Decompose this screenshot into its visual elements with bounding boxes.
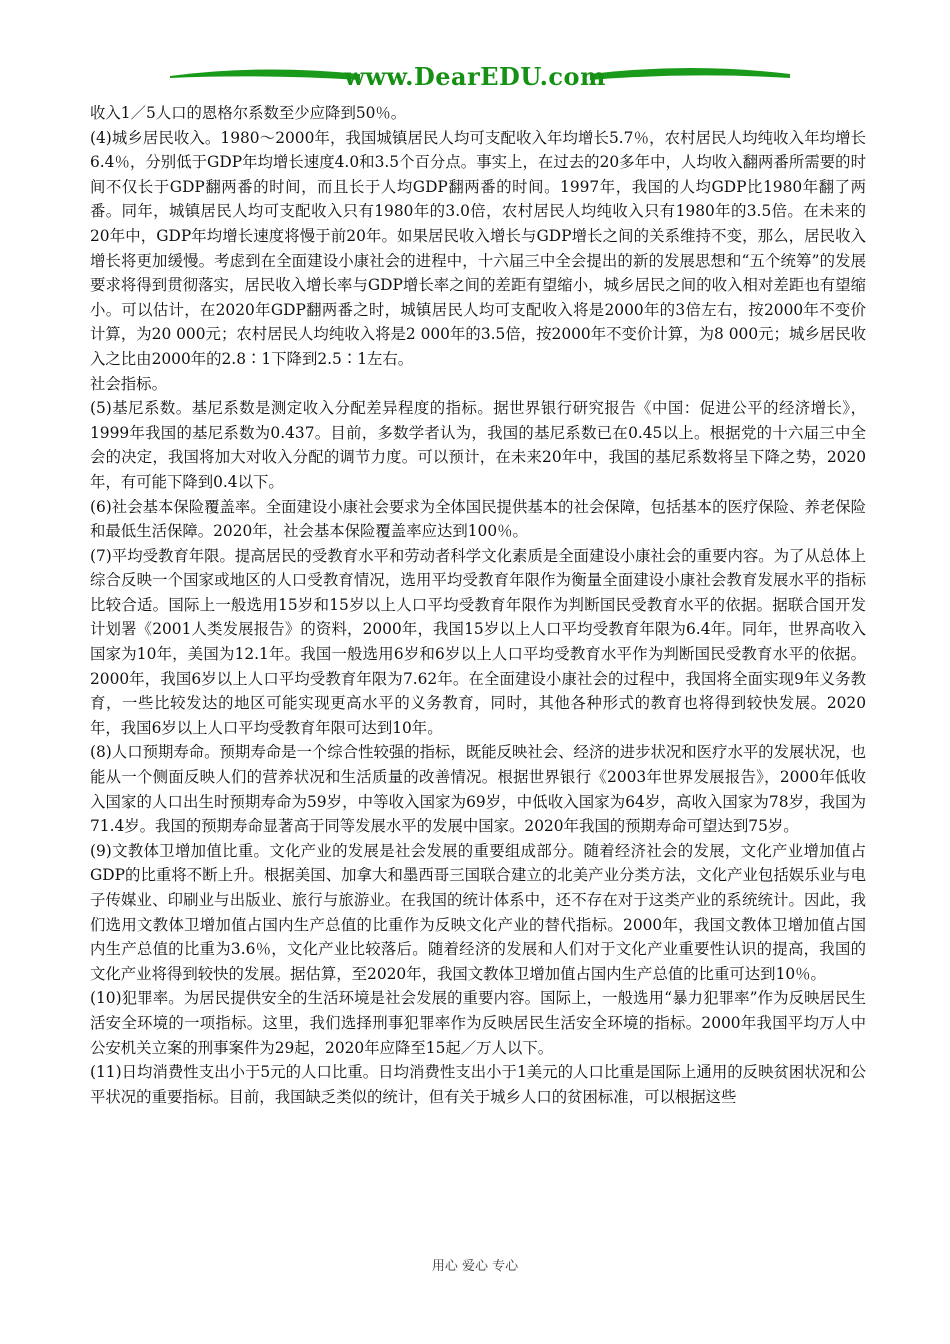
page-footer: 用心 爱心 专心 xyxy=(431,1259,519,1274)
paragraph: (7)平均受教育年限。提高居民的受教育水平和劳动者科学文化素质是全面建设小康社会的重要内容。为了从总体上综合反映一个国家或地区的人口受教育情况，选用平均受教育年限作为衡量全面建设小康社会教育发展水平的指标比较合适。国际上一般选用15岁和15岁以上人口平均受教育年限作为判断国民受教育水平的依据。据联合国开发计划署《2001人类发展报告》的资料，2000年，我国15岁以上人口平均受教育年限为6.4年。同年，世界高收入国家为10年，美国为12.1年。我国一般选用6岁和6岁以上人口平均受教育水平作为判断国民受教育水平的依据。2000年，我国6岁以上人口平均受教育年限为7.62年。在全面建设小康社会的过程中，我国将全面实现9年义务教育，一些比较发达的地区可能实现更高水平的义务教育，同时，其他各种形式的教育也将得到较快发展。2020年，我国6岁以上人口平均受教育年限可达到10年。 xyxy=(90,546,866,737)
site-header xyxy=(0,52,950,102)
paragraph: 收入1／5人口的恩格尔系数至少应降到50％。 xyxy=(90,104,407,122)
document-body xyxy=(90,101,866,1109)
site-logo-text[interactable]: www.DearEDU.com xyxy=(344,62,606,91)
section-heading: 社会指标。 xyxy=(90,374,167,393)
paragraph: (11)日均消费性支出小于5元的人口比重。日均消费性支出小于1美元的人口比重是国际上通用的反映贫困状况和公平状况的重要指标。目前，我国缺乏类似的统计，但有关于城乡人口的贫困标准，可以根据这些 xyxy=(90,1063,866,1106)
paragraph: (4)城乡居民收入。1980～2000年，我国城镇居民人均可支配收入年均增长5.7％，农村居民人均纯收入年均增长6.4％，分别低于GDP年均增长速度4.0和3.5个百分点。事实上，在过去的20多年中，人均收入翻两番所需要的时间不仅长于GDP翻两番的时间，而且长于人均GDP翻两番的时间。1997年，我国的人均GDP比1980年翻了两番。同年，城镇居民人均可支配收入只有1980年的3.0倍，农村居民人均纯收入只有1980年的3.5倍。在未来的20年中，GDP年均增长速度将慢于前20年。如果居民收入增长与GDP增长之间的关系维持不变，那么，居民收入增长将更加缓慢。考虑到在全面建设小康社会的进程中，十六届三中全会提出的新的发展思想和“五个统筹”的发展要求将得到贯彻落实，居民收入增长率与GDP增长率之间的差距有望缩小，城乡居民之间的收入相对差距也有望缩小。可以估计，在2020年GDP翻两番之时，城镇居民人均可支配收入将是2000年的3倍左右，按2000年不变价计算，为20 000元；农村居民人均纯收入将是2 000年的3.5倍，按2000年不变价计算，为8 000元；城乡居民收入之比由2000年的2.8∶1下降到2.5∶1左右。 xyxy=(90,128,866,368)
paragraph: (5)基尼系数。基尼系数是测定收入分配差异程度的指标。据世界银行研究报告《中国：促进公平的经济增长》，1999年我国的基尼系数为0.437。目前，多数学者认为，我国的基尼系数已在0.45以上。根据党的十六届三中全会的决定，我国将加大对收入分配的调节力度。可以预计，在未来20年中，我国的基尼系数将呈下降之势，2020年，有可能下降到0.4以下。 xyxy=(90,399,866,491)
paragraph: (10)犯罪率。为居民提供安全的生活环境是社会发展的重要内容。国际上，一般选用“暴力犯罪率”作为反映居民生活安全环境的一项指标。这里，我们选择刑事犯罪率作为反映居民生活安全环境的指标。2000年我国平均万人中公安机关立案的刑事案件为29起，2020年应降至15起／万人以下。 xyxy=(90,989,866,1057)
paragraph: (6)社会基本保险覆盖率。全面建设小康社会要求为全体国民提供基本的社会保障，包括基本的医疗保险、养老保险和最低生活保障。2020年，社会基本保险覆盖率应达到100％。 xyxy=(90,497,866,541)
paragraph: (9)文教体卫增加值比重。文化产业的发展是社会发展的重要组成部分。随着经济社会的发展，文化产业增加值占GDP的比重将不断上升。根据美国、加拿大和墨西哥三国联合建立的北美产业分类方法，文化产业包括娱乐业与电子传媒业、印刷业与出版业、旅行与旅游业。在我国的统计体系中，还不存在对于这类产业的系统统计。因此，我们选用文教体卫增加值占国内生产总值的比重作为反映文化产业的替代指标。2000年，我国文教体卫增加值占国内生产总值的比重为3.6％，文化产业比较落后。随着经济的发展和人们对于文化产业重要性认识的提高，我国的文化产业将得到较快的发展。据估算，至2020年，我国文教体卫增加值占国内生产总值的比重可达到10％。 xyxy=(90,841,866,983)
paragraph: (8)人口预期寿命。预期寿命是一个综合性较强的指标，既能反映社会、经济的进步状况和医疗水平的发展状况，也能从一个侧面反映人们的营养状况和生活质量的改善情况。根据世界银行《2003年世界发展报告》，2000年低收入国家的人口出生时预期寿命为59岁，中等收入国家为69岁，中低收入国家为64岁，高收入国家为78岁，我国为71.4岁。我国的预期寿命显著高于同等发展水平的发展中国家。2020年我国的预期寿命可望达到75岁。 xyxy=(90,743,866,836)
